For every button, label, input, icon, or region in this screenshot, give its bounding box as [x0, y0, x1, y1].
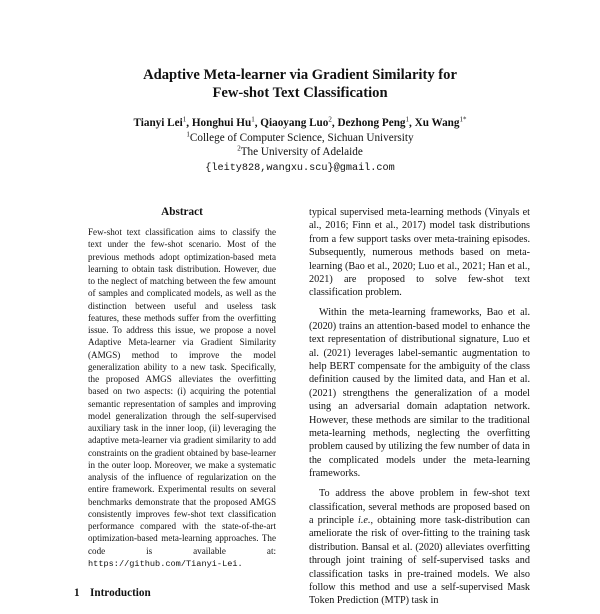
- affiliation-2: [0, 145, 600, 160]
- author-name: Dezhong Peng: [337, 117, 406, 129]
- paragraph-text: , obtaining more task-distribution can ameliorate the risk of over-fitting to the training task distribution. Bansal et al. (2020) alleviates overfitting through joint training of self-supervised tasks and classification tasks in pre-trained models. We also follow this method and use a self-supervised Mask Token Prediction (MTP) task in: [309, 514, 530, 607]
- author-email: {leity828,wangxu.scu}@gmail.com: [205, 163, 395, 174]
- author-name: Tianyi Lei: [133, 117, 183, 129]
- affiliation-text: College of Computer Science, Sichuan University: [189, 132, 414, 144]
- paragraph-text: To address the above problem in few-shot text classification, several methods are proposed based on a principle: [309, 488, 530, 526]
- paragraph: Within the meta-learning frameworks, Bao et al. (2020) trains an attention-based model to enhance the text representation of distributional signature, Luo et al. (2021) leverages label-semantic augmentation to help BERT compensate for the ambiguity of the class definition caused by the limited data, and Han et al. (2021) strengthens the generalization of a model using an adversarial domain adaptation network. However, these methods are similar to the traditional meta-learning methods, neglecting the overfitting problem caused by utilizing the few number of data in the complicated models under the meta-learning frameworks.: [309, 307, 530, 480]
- paper-title-line-1: Adaptive Meta-learner via Gradient Similarity for: [143, 67, 457, 83]
- author-affiliation-mark: 1: [182, 115, 187, 124]
- affiliation-1: [0, 131, 600, 146]
- ie-abbreviation: i.e.: [358, 514, 371, 526]
- affiliation-mark: 1: [186, 130, 190, 139]
- author-name: Xu Wang: [414, 117, 460, 129]
- paper-title-line-2: Few-shot Text Classification: [212, 85, 388, 101]
- section-heading-introduction: [74, 586, 151, 600]
- section-number: 1: [74, 587, 80, 599]
- abstract-heading: Abstract: [161, 206, 203, 218]
- code-url-link[interactable]: https://github.com/Tianyi-Lei.: [88, 558, 243, 569]
- author-affiliation-mark: 2: [328, 115, 332, 124]
- author-list: Tianyi Lei$^1$, Honghui Hu$^1$, Qiaoyang Luo$^2$, Dezhong Peng$^1$, Xu Wang$^{1*}$: [133, 115, 467, 129]
- author-affiliation-mark: 1*: [459, 115, 467, 124]
- affiliation-text: The University of Adelaide: [240, 146, 363, 158]
- abstract-text: Few-shot text classification aims to classify the text under the few-shot scenario. Most of the previous methods adopt optimization-based meta learning to obtain task distribution. However, due to the neglect of matching between the few amount of samples and complicated models, as well as the distinction between useful and useless task features, these methods suffer from the overfitting issue. To address this issue, we propose a novel Adaptive Meta-learner via Gradient Similarity (AMGS) method to improve the model generalization ability to a new task. Specifically, the proposed AMGS alleviates the overfitting based on two aspects: (i) acquiring the potential semantic representation of samples and improving model generalization through the self-supervised auxiliary task in the inner loop, (ii) leveraging the adaptive meta-learner via gradient similarity to add constraints on the gradient obtained by base-learner in the outer loop. Moreover, we make a systematic analysis of the influence of regularization on the entire framework. Experimental results on several benchmarks demonstrate that the proposed AMGS consistently improves few-shot text classification performance compared with the state-of-the-art optimization-based meta-learning approaches. The code is available at:: [88, 227, 276, 556]
- right-column: [309, 206, 530, 614]
- author-name: Qiaoyang Luo: [260, 117, 329, 129]
- paragraph: [309, 487, 530, 608]
- author-name: Honghui Hu: [191, 117, 252, 129]
- section-title: Introduction: [90, 587, 151, 599]
- paragraph: typical supervised meta-learning methods (Vinyals et al., 2016; Finn et al., 2017) model task distributions from a few support tasks over meta-training episodes. Subsequently, numerous methods based on meta-learning (Bao et al., 2020; Luo et al., 2021; Han et al., 2021) are proposed to solve few-shot text classification problem.: [309, 207, 530, 299]
- email-line: [0, 160, 600, 177]
- abstract-body: [88, 226, 276, 570]
- author-affiliation-mark: 1: [251, 115, 255, 124]
- author-affiliation-mark: 1: [405, 115, 410, 124]
- affiliation-mark: 2: [237, 144, 241, 153]
